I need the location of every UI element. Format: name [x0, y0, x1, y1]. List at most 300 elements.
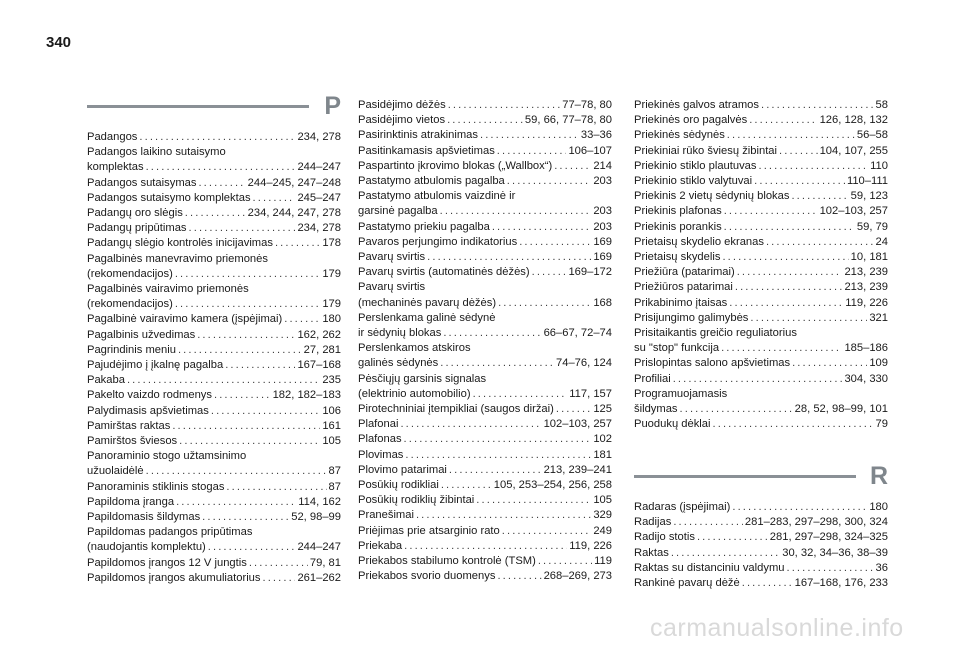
dot-leader: [449, 463, 542, 478]
dot-leader: [766, 235, 874, 250]
entry-term: Priekinės oro pagalvės: [634, 114, 748, 127]
index-entry: [358, 493, 612, 508]
entry-term: (naudojantis komplektu): [87, 541, 206, 554]
entry-term: Plovimo patarimai: [358, 463, 447, 476]
entry-line: [634, 250, 888, 265]
entry-pages: 245–247: [297, 191, 341, 204]
entry-term: Pasidėjimo dėžės: [358, 99, 446, 111]
index-entry: [634, 372, 888, 387]
entry-line: [358, 113, 612, 128]
entries-list: [634, 98, 888, 432]
index-entry: [358, 204, 612, 219]
index-entry: [634, 250, 888, 265]
dot-leader: [208, 540, 296, 555]
entry-line: [634, 561, 888, 576]
entry-pages: 161: [322, 419, 341, 432]
entry-term: Priekabos stabilumo kontrolė (TSM): [358, 555, 536, 568]
entry-term: Pagalbinės vairavimo priemonės: [87, 283, 249, 296]
entry-term: galinės sėdynės: [358, 357, 439, 370]
entry-pages: 304, 330: [844, 372, 888, 385]
entry-line: [87, 464, 341, 479]
entry-pages: 59, 123: [850, 190, 888, 203]
entry-term: Pasitinkamasis apšvietimas: [358, 144, 495, 157]
dot-leader: [761, 98, 874, 113]
entry-line: [634, 356, 888, 371]
dot-leader: [791, 189, 848, 204]
index-entry: [87, 206, 341, 221]
entry-pages: 105: [322, 435, 341, 448]
section-header-p: [87, 92, 341, 130]
entry-term: Radijo stotis: [634, 531, 695, 544]
entry-term: Pagalbinis užvedimas: [87, 328, 196, 341]
entry-term: Palydimasis apšvietimas: [87, 404, 209, 417]
entry-pages: 59, 66, 77–78, 80: [524, 114, 612, 127]
index-entry: [358, 128, 612, 143]
entry-line: [87, 191, 341, 206]
dot-leader: [214, 388, 271, 403]
entry-pages: 268–269, 273: [543, 570, 612, 583]
dot-leader: [680, 402, 793, 417]
dot-leader: [146, 160, 296, 175]
section-header-r: [634, 462, 888, 500]
entry-line: [358, 235, 612, 250]
entry-pages: 168: [593, 296, 612, 309]
dot-leader: [473, 387, 568, 402]
entry-line: [358, 174, 612, 189]
entry-pages: 36: [875, 561, 888, 574]
dot-leader: [713, 417, 874, 432]
dot-leader: [721, 341, 842, 356]
dot-leader: [441, 478, 492, 493]
dot-leader: [786, 561, 873, 576]
entry-line: [634, 500, 888, 515]
index-entry: [87, 419, 341, 434]
entry-term: Pasidėjimo vietos: [358, 114, 446, 127]
entry-line: [634, 220, 888, 235]
entry-term: Padangos: [87, 131, 138, 143]
entry-pages: 119, 226: [569, 539, 612, 552]
entry-pages: 110–111: [846, 175, 888, 188]
index-entry: [634, 576, 888, 591]
dot-leader: [729, 296, 843, 311]
entry-term: Priekabos svorio duomenys: [358, 570, 496, 583]
entry-line: [87, 328, 341, 343]
index-entry: [358, 220, 612, 235]
entry-line: [87, 358, 341, 373]
dot-leader: [497, 144, 567, 159]
index-entry: [358, 402, 612, 417]
entry-line: [87, 312, 341, 327]
index-entry: [634, 387, 888, 402]
entry-term: Papildomos įrangos akumuliatorius: [87, 571, 261, 584]
entry-pages: 167–168, 176, 233: [794, 577, 888, 590]
entry-term: Priekinis porankis: [634, 220, 722, 233]
entry-term: komplektas: [87, 161, 144, 174]
dot-leader: [724, 204, 818, 219]
entry-pages: 105: [593, 494, 612, 507]
dot-leader: [754, 174, 845, 189]
entry-line: [87, 373, 341, 388]
index-entry: [634, 546, 888, 561]
entry-pages: 119: [594, 555, 612, 568]
entry-term: Pamirštas raktas: [87, 419, 171, 432]
entry-term: ir sėdynių blokas: [358, 327, 442, 340]
entry-line: [634, 546, 888, 561]
entry-line: [634, 174, 888, 189]
entry-term: Padangų slėgio kontrolės inicijavimas: [87, 237, 273, 250]
entry-line: [358, 417, 612, 432]
entry-term: Priekinio stiklo valytuvai: [634, 175, 753, 188]
index-entry: [358, 569, 612, 584]
entry-term: Padangų oro slėgis: [87, 207, 183, 220]
entry-pages: 106: [322, 404, 341, 417]
entry-term: Priekinis plafonas: [634, 205, 722, 218]
entry-term: Pamirštos šviesos: [87, 435, 178, 448]
index-entry: [634, 356, 888, 371]
dot-leader: [735, 280, 843, 295]
dot-leader: [211, 404, 320, 419]
entry-line: [358, 265, 612, 280]
entry-line: [634, 280, 888, 295]
entry-line: [87, 176, 341, 191]
entry-line: [87, 434, 341, 449]
entry-term: Pakaba: [87, 374, 125, 387]
dot-leader: [198, 176, 245, 191]
entry-line: [634, 189, 888, 204]
entry-line: [87, 495, 341, 510]
entry-term: Pajudėjimo į įkalnę pagalba: [87, 359, 224, 372]
entry-line: [87, 343, 341, 358]
entry-term: Plafonas: [358, 433, 402, 446]
dot-leader: [249, 556, 308, 571]
dot-leader: [673, 515, 743, 530]
dot-leader: [178, 343, 302, 358]
entry-line: [87, 556, 341, 571]
section-rule: [87, 105, 309, 108]
entry-line: [358, 508, 612, 523]
entry-term: Papildomasis šildymas: [87, 511, 201, 524]
entry-pages: 109: [869, 357, 888, 370]
entry-term: Priekinės sėdynės: [634, 129, 725, 142]
dot-leader: [732, 500, 867, 515]
index-entry: [87, 130, 341, 145]
entry-term: šildymas: [634, 403, 678, 416]
dot-leader: [440, 356, 554, 371]
entry-line: [87, 388, 341, 403]
entry-term: Prisitaikantis greičio reguliatorius: [634, 327, 797, 340]
dot-leader: [175, 267, 321, 282]
dot-leader: [443, 326, 541, 341]
entry-pages: 59, 79: [856, 220, 888, 233]
index-entry: [358, 296, 612, 311]
entry-term: Papildoma įranga: [87, 495, 175, 508]
entry-line: [87, 480, 341, 495]
dot-leader: [197, 328, 295, 343]
entry-pages: 58: [875, 99, 888, 111]
entry-term: Priežiūros patarimai: [634, 281, 733, 294]
index-entry: [634, 144, 888, 159]
entry-pages: 24: [875, 235, 888, 248]
entry-line: [87, 206, 341, 221]
dot-leader: [737, 265, 843, 280]
entry-pages: 104, 107, 255: [819, 144, 888, 157]
entry-term: Priekinis 2 vietų sėdynių blokas: [634, 190, 790, 203]
index-entry: [358, 356, 612, 371]
index-entry: [87, 556, 341, 571]
entry-pages: 102: [593, 433, 612, 446]
entry-term: Radaras (įspėjimai): [634, 501, 731, 513]
index-entry: [358, 98, 612, 113]
entry-term: (mechaninės pavarų dėžės): [358, 296, 497, 309]
entry-line: [634, 417, 888, 432]
entry-pages: 52, 98–99: [291, 511, 341, 524]
index-entry: [87, 252, 341, 267]
index-entry: [358, 311, 612, 326]
dot-leader: [750, 311, 867, 326]
entries-list: [87, 130, 341, 586]
entry-pages: 185–186: [844, 342, 888, 355]
dot-leader: [226, 480, 326, 495]
entry-pages: 102–103, 257: [819, 205, 888, 218]
entry-pages: 203: [593, 175, 612, 188]
entry-term: Pastatymo atbulomis pagalba: [358, 175, 505, 188]
entry-line: [358, 539, 612, 554]
entry-pages: 27, 281: [303, 343, 341, 356]
index-entry: [87, 495, 341, 510]
index-entry: [87, 236, 341, 251]
entry-pages: 235: [322, 374, 341, 387]
dot-leader: [175, 297, 321, 312]
index-column-3: [634, 98, 888, 590]
entry-pages: 203: [593, 205, 612, 218]
entry-pages: 178: [322, 237, 341, 250]
entry-line: [634, 159, 888, 174]
entry-pages: 105, 253–254, 256, 258: [493, 479, 612, 492]
entry-term: Pagalbinė vairavimo kamera (įspėjimai): [87, 313, 283, 326]
entry-term: Perslenkamos atskiros: [358, 342, 471, 355]
entries-list: [634, 500, 888, 591]
dot-leader: [671, 546, 780, 561]
page-number: 340: [46, 34, 72, 51]
dot-leader: [749, 113, 817, 128]
entry-term: Prietaisų skydelis: [634, 251, 721, 264]
entry-line: [87, 236, 341, 251]
entry-line: [358, 326, 612, 341]
dot-leader: [492, 220, 591, 235]
dot-leader: [502, 524, 592, 539]
entry-pages: 244–247: [297, 161, 341, 174]
index-entry: [634, 113, 888, 128]
entry-pages: 79, 81: [309, 556, 341, 569]
entry-line: [358, 432, 612, 447]
dot-leader: [779, 144, 818, 159]
entry-line: [634, 402, 888, 417]
dot-leader: [440, 204, 592, 219]
entry-line: [87, 419, 341, 434]
entry-pages: 110: [870, 159, 888, 172]
entry-pages: 329: [593, 509, 612, 522]
entry-pages: 179: [322, 298, 341, 311]
entry-line: [87, 130, 341, 145]
dot-leader: [416, 508, 591, 523]
entry-term: Prikabinimo įtaisas: [634, 296, 728, 309]
index-entry: [87, 571, 341, 586]
entry-pages: 321: [869, 311, 888, 324]
dot-leader: [759, 159, 869, 174]
index-entry: [358, 508, 612, 523]
entry-term: garsinė pagalba: [358, 205, 438, 218]
index-entry: [634, 296, 888, 311]
dot-leader: [556, 402, 591, 417]
entry-line: [87, 160, 341, 175]
section-rule: [634, 475, 856, 478]
dot-leader: [673, 372, 843, 387]
entry-term: Paspartinto įkrovimo blokas („Wallbox“): [358, 159, 553, 172]
dot-leader: [532, 265, 567, 280]
entry-pages: 234, 278: [297, 131, 341, 143]
dot-leader: [476, 493, 591, 508]
entry-term: Padangos laikino sutaisymo: [87, 146, 226, 159]
index-entry: [358, 417, 612, 432]
entry-pages: 106–107: [568, 144, 612, 157]
entry-pages: 167–168: [297, 359, 341, 372]
entry-pages: 213, 239: [844, 281, 888, 294]
entry-term: Raktas su distanciniu valdymu: [634, 561, 785, 574]
entry-pages: 10, 181: [850, 251, 888, 264]
dot-leader: [284, 312, 320, 327]
entry-pages: 66–67, 72–74: [543, 327, 612, 340]
entry-term: Pavarų svirtis: [358, 281, 426, 294]
entry-term: Prisijungimo galimybės: [634, 311, 749, 324]
index-entry: [358, 326, 612, 341]
entry-term: Programuojamasis: [634, 387, 728, 400]
section-letter-p: P: [324, 92, 341, 120]
dot-leader: [724, 220, 855, 235]
index-entry: [358, 280, 612, 295]
dot-leader: [176, 495, 296, 510]
entry-pages: 213, 239: [844, 266, 888, 279]
entry-pages: 244–245, 247–248: [247, 176, 341, 189]
dot-leader: [225, 358, 295, 373]
index-entry: [358, 524, 612, 539]
index-entry: [87, 191, 341, 206]
index-entry: [634, 402, 888, 417]
entry-pages: 261–262: [297, 571, 341, 584]
index-entry: [358, 265, 612, 280]
entry-term: Padangų pripūtimas: [87, 222, 187, 235]
index-entry: [358, 554, 612, 569]
entry-term: Pakelto vaizdo rodmenys: [87, 389, 212, 402]
entry-pages: 79: [875, 418, 888, 431]
entry-line: [634, 372, 888, 387]
entry-term: Plovimas: [358, 448, 404, 461]
entry-term: Papildomas padangos pripūtimas: [87, 526, 253, 539]
entry-term: Puodukų dėklai: [634, 418, 711, 431]
entry-term: Pastatymo atbulomis vaizdinė ir: [358, 190, 516, 203]
dot-leader: [127, 373, 320, 388]
index-entry: [87, 388, 341, 403]
dot-leader: [792, 356, 867, 371]
dot-leader: [427, 250, 591, 265]
index-entry: [358, 372, 612, 387]
entry-pages: 125: [593, 403, 612, 416]
dot-leader: [189, 221, 296, 236]
entry-pages: 179: [322, 267, 341, 280]
entry-pages: 77–78, 80: [562, 99, 612, 111]
entry-term: Pėsčiųjų garsinis signalas: [358, 372, 487, 385]
dot-leader: [507, 174, 592, 189]
entry-pages: 56–58: [856, 129, 888, 142]
entry-pages: 117, 157: [569, 387, 612, 400]
index-entry: [87, 297, 341, 312]
entry-pages: 169–172: [568, 266, 612, 279]
index-entry: [634, 280, 888, 295]
entry-pages: 119, 226: [845, 296, 888, 309]
entry-line: [634, 576, 888, 591]
index-entry: [634, 341, 888, 356]
entry-line: [634, 128, 888, 143]
entry-pages: 281, 297–298, 324–325: [769, 531, 888, 544]
entry-line: [358, 448, 612, 463]
entry-term: (elektrinio automobilio): [358, 387, 471, 400]
entry-line: [358, 554, 612, 569]
entry-pages: 114, 162: [298, 495, 341, 508]
dot-leader: [742, 576, 793, 591]
index-entry: [634, 265, 888, 280]
entry-term: Prietaisų skydelio ekranas: [634, 235, 764, 248]
index-entry: [87, 145, 341, 160]
entry-line: [634, 98, 888, 113]
entry-term: Pavarų svirtis (automatinės dėžės): [358, 266, 530, 279]
entry-pages: 281–283, 297–298, 300, 324: [744, 516, 888, 529]
entry-term: Pasirinktinis atrakinimas: [358, 129, 478, 142]
index-entry: [358, 174, 612, 189]
dot-leader: [498, 296, 591, 311]
dot-leader: [405, 448, 591, 463]
entry-line: [358, 402, 612, 417]
entry-term: Pirotechniniai įtempikliai (saugos diržai): [358, 403, 554, 416]
entry-term: (rekomendacijos): [87, 267, 173, 280]
entry-line: [358, 524, 612, 539]
entry-line: [358, 478, 612, 493]
dot-leader: [275, 236, 320, 251]
index-entry: [87, 510, 341, 525]
index-entry: [87, 373, 341, 388]
entry-line: [358, 569, 612, 584]
entry-line: [634, 515, 888, 530]
index-entry: [634, 98, 888, 113]
index-entry: [358, 463, 612, 478]
entry-term: Raktas: [634, 546, 669, 559]
entry-pages: 180: [322, 313, 341, 326]
entry-line: [358, 250, 612, 265]
entry-line: [358, 204, 612, 219]
entry-term: Prislopintas salono apšvietimas: [634, 357, 791, 370]
index-entry: [358, 113, 612, 128]
dot-leader: [480, 128, 579, 143]
section-r: [634, 462, 888, 591]
index-entry: [358, 189, 612, 204]
entry-term: Posūkių rodiklių žibintai: [358, 494, 475, 507]
index-entry: [87, 540, 341, 555]
index-entry: [634, 515, 888, 530]
dot-leader: [263, 571, 296, 586]
entry-line: [358, 296, 612, 311]
entry-term: Padangos sutaisymas: [87, 176, 197, 189]
index-entry: [634, 235, 888, 250]
entry-line: [358, 220, 612, 235]
entry-term: Pranešimai: [358, 509, 414, 522]
